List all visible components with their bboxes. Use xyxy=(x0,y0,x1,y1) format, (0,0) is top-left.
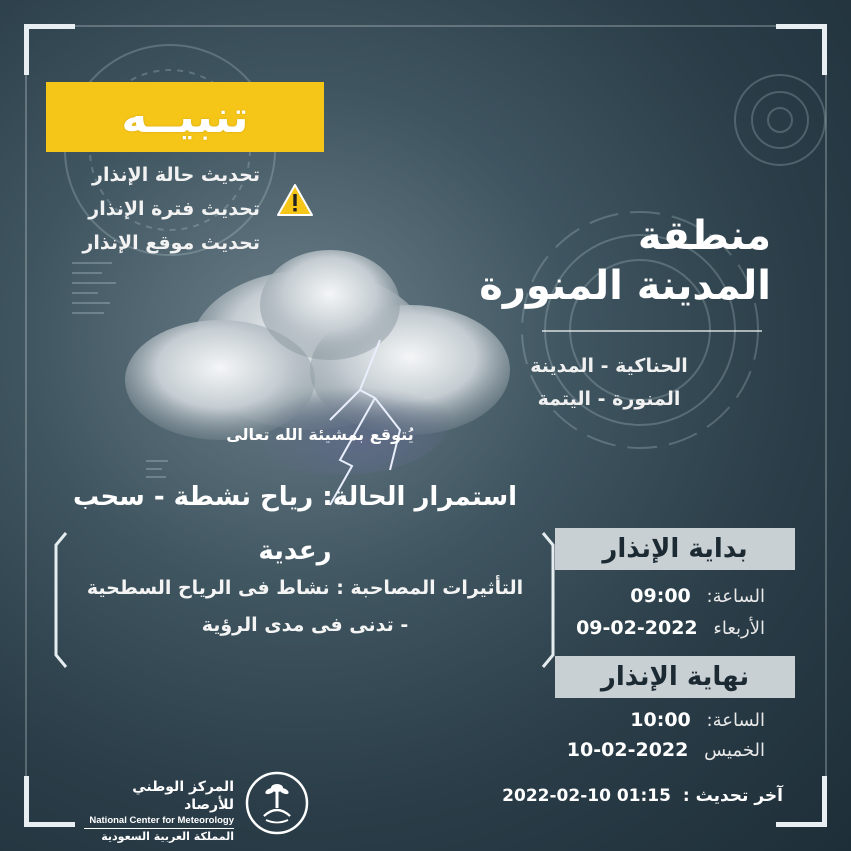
region-divider xyxy=(542,330,762,332)
frame-corner-top-left xyxy=(24,24,75,75)
end-date-row xyxy=(505,739,765,761)
logo-english-name: National Center for Meteorology xyxy=(84,814,234,829)
last-update-value: 2022-02-10 01:15 xyxy=(502,786,671,806)
warning-icon xyxy=(276,183,314,217)
update-item: تحديث حالة الإنذار xyxy=(92,164,260,186)
forecast-intro: يُتوقع بمشيئة الله تعالى xyxy=(226,425,414,444)
end-day-label: الخميس xyxy=(704,740,765,761)
logo-country: المملكة العربية السعودية xyxy=(101,830,234,843)
region-title-line1: منطقة xyxy=(637,213,771,259)
frame-corner-bottom-right xyxy=(776,776,827,827)
logo-arabic-name: المركز الوطني للأرصاد xyxy=(132,779,234,813)
end-time-label: الساعة: xyxy=(706,710,765,731)
last-update-label: آخر تحديث : xyxy=(682,786,783,806)
forecast-state-line1: استمرار الحالة: رياح نشطة - سحب xyxy=(72,482,518,512)
alert-banner xyxy=(46,82,324,152)
start-time-label: الساعة: xyxy=(706,586,765,607)
region-subareas xyxy=(489,350,729,416)
forecast-effects-line1: التأثيرات المصاحبة : نشاط فى الرياح السطحية xyxy=(86,577,524,599)
end-date-value: 2022-02-10 xyxy=(566,739,689,761)
forecast-effects xyxy=(80,570,530,644)
last-update xyxy=(502,786,783,806)
end-title-box xyxy=(555,656,795,698)
region-subarea-line2: المنورة - اليتمة xyxy=(537,388,681,410)
start-title-box xyxy=(555,528,795,570)
end-time-row xyxy=(505,709,765,731)
start-time-value: 09:00 xyxy=(630,585,691,607)
ncm-emblem-icon xyxy=(244,770,310,836)
start-title: بداية الإنذار xyxy=(602,534,748,564)
update-item: تحديث موقع الإنذار xyxy=(82,232,260,254)
start-date-row xyxy=(505,617,765,639)
frame-corner-bottom-left xyxy=(24,776,75,827)
end-title: نهاية الإنذار xyxy=(600,662,750,692)
frame-corner-top-right xyxy=(776,24,827,75)
ncm-logo-text xyxy=(84,778,234,845)
region-subarea-line1: الحناكية - المدينة xyxy=(530,355,688,377)
end-time-value: 10:00 xyxy=(630,709,691,731)
start-date-value: 2022-02-09 xyxy=(576,617,698,639)
start-time-row xyxy=(505,585,765,607)
alert-updates-list xyxy=(0,158,260,260)
region-title-line2: المدينة المنورة xyxy=(479,263,771,309)
start-day-label: الأربعاء xyxy=(713,618,765,639)
region-title xyxy=(479,212,771,312)
storm-cloud-illustration xyxy=(90,230,530,510)
update-item: تحديث فترة الإنذار xyxy=(88,198,260,220)
alert-title: تنبيــه xyxy=(121,91,249,143)
forecast-effects-line2: - تدنى فى مدى الرؤية xyxy=(201,614,409,636)
forecast-state-line2: رعدية xyxy=(258,536,332,566)
